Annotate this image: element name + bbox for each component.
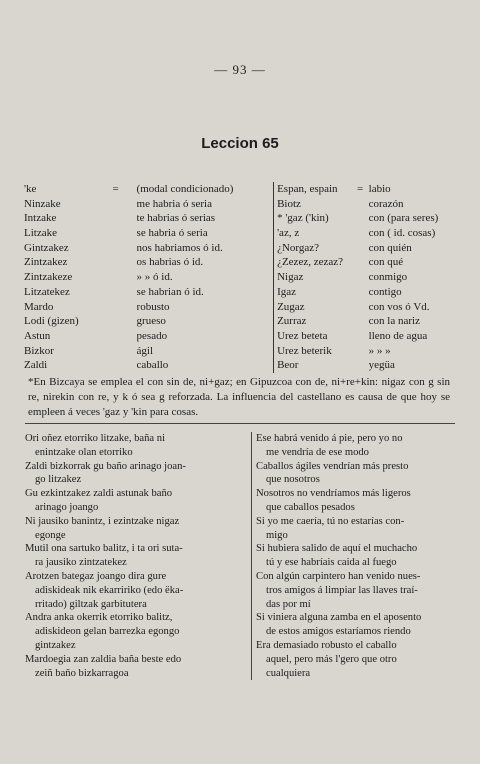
basque-term: Zurraz bbox=[273, 314, 351, 329]
example-line: Si viniera alguna zamba en el aposento bbox=[256, 612, 422, 624]
example-line: Nosotros no vendríamos más ligeros bbox=[256, 488, 411, 500]
basque-term: Beor bbox=[273, 358, 351, 373]
equals-sign bbox=[351, 344, 368, 359]
spanish-gloss: te habrias ó serias bbox=[136, 212, 216, 225]
equals-sign bbox=[351, 300, 368, 315]
basque-term: Bizkor bbox=[24, 344, 54, 357]
spanish-gloss: yegüa bbox=[368, 359, 395, 372]
equals-sign bbox=[95, 226, 137, 241]
basque-term: Zaldi bbox=[24, 359, 48, 372]
basque-term: * 'gaz ('kin) bbox=[273, 211, 351, 226]
example-line: Con algún carpintero han venido nues- bbox=[256, 570, 421, 582]
spanish-gloss: os habrias ó id. bbox=[136, 256, 204, 269]
example-line: arinago joango bbox=[35, 501, 99, 513]
equals-sign bbox=[351, 314, 368, 329]
basque-term: Mardo bbox=[24, 300, 54, 313]
example-line: rritado) giltzak garbitutera bbox=[35, 598, 147, 610]
example-line: Mardoegia zan zaldia baña beste edo bbox=[25, 653, 182, 665]
basque-term: Biotz bbox=[273, 197, 351, 212]
equals-sign: = bbox=[112, 183, 119, 195]
basque-term: Astun bbox=[24, 329, 51, 342]
basque-sentence bbox=[25, 515, 247, 543]
basque-sentence bbox=[25, 570, 247, 611]
lesson-title: Leccion 65 bbox=[201, 135, 279, 152]
equals-sign bbox=[351, 211, 368, 226]
example-line: de estos amigos estaríamos riendo bbox=[266, 626, 411, 638]
example-line: go litzakez bbox=[35, 474, 82, 486]
spanish-sentence bbox=[256, 487, 465, 515]
spanish-gloss: me habria ó seria bbox=[136, 197, 212, 210]
basque-term: Lodi (gizen) bbox=[24, 315, 79, 328]
equals-sign bbox=[95, 285, 137, 300]
basque-term: Zintzakeze bbox=[24, 271, 73, 284]
vocab-row bbox=[24, 329, 464, 344]
basque-sentence bbox=[25, 460, 247, 488]
vocab-row bbox=[24, 314, 464, 329]
spanish-sentence bbox=[256, 639, 465, 680]
vocab-row bbox=[24, 197, 464, 212]
basque-term: Espan, espain bbox=[273, 182, 351, 197]
example-line: Ese habrá venido á pie, pero yo no bbox=[256, 433, 403, 444]
spanish-gloss: » » » bbox=[368, 344, 391, 357]
vocab-row bbox=[24, 241, 464, 256]
example-line: Era demasiado robusto el caballo bbox=[256, 639, 397, 651]
page-number: — 93 — bbox=[214, 62, 266, 77]
example-line: migo bbox=[266, 529, 288, 541]
equals-sign bbox=[95, 300, 137, 315]
example-line: das por mí bbox=[266, 598, 311, 610]
spanish-gloss: grueso bbox=[136, 315, 166, 328]
basque-term: ¿Zezez, zezaz? bbox=[273, 255, 351, 270]
example-line: aquel, pero más l'gero que otro bbox=[266, 653, 397, 665]
example-line: Gu ezkintzakez zaldi astunak baño bbox=[25, 488, 173, 500]
example-line: Caballos ágiles vendrían más presto bbox=[256, 460, 409, 472]
example-line: Mutil ona sartuko balitz, i ta ori suta- bbox=[25, 543, 183, 555]
basque-term: Igaz bbox=[273, 285, 351, 300]
example-line: Arotzen bategaz joango dira gure bbox=[25, 570, 167, 582]
basque-term: Ninzake bbox=[24, 197, 61, 210]
vocab-row bbox=[24, 270, 464, 285]
basque-term: Zugaz bbox=[273, 300, 351, 315]
equals-sign bbox=[95, 329, 137, 344]
equals-sign bbox=[351, 285, 368, 300]
footnote: *En Bizcaya se emplea el con sin de, ni+gaz; en Gipuzcoa con de, ni+re+kin: nigaz con g sin re, nirekin con re, y k ó sea g reforzada. La influencia del castellano es causa de que hoy se empleen á veces 'gaz y 'kin para cosas. bbox=[28, 376, 450, 418]
basque-term: Litzatekez bbox=[24, 285, 70, 298]
basque-term: 'az, z bbox=[273, 226, 351, 241]
equals-sign bbox=[95, 358, 137, 373]
vocab-row bbox=[24, 344, 464, 359]
spanish-gloss: con vos ó Vd. bbox=[368, 300, 430, 313]
example-line: gintzakez bbox=[35, 639, 76, 651]
vocab-row bbox=[24, 255, 464, 270]
vocab-row bbox=[24, 226, 464, 241]
basque-term: ¿Norgaz? bbox=[273, 241, 351, 256]
equals-sign bbox=[351, 255, 368, 270]
example-line: cualquiera bbox=[266, 667, 311, 679]
spanish-gloss: lleno de agua bbox=[368, 329, 428, 342]
basque-term: 'ke bbox=[24, 183, 37, 195]
vocabulary-table bbox=[24, 182, 464, 373]
spanish-gloss: con (para seres) bbox=[368, 212, 439, 225]
basque-term: Urez beteta bbox=[273, 329, 351, 344]
divider bbox=[25, 423, 455, 424]
spanish-gloss: con ( id. cosas) bbox=[368, 227, 436, 240]
spanish-sentence bbox=[256, 611, 465, 639]
spanish-sentence bbox=[256, 515, 465, 543]
equals-sign bbox=[351, 197, 368, 212]
vocab-row bbox=[24, 211, 464, 226]
spanish-gloss: conmigo bbox=[368, 271, 408, 284]
basque-sentence bbox=[25, 611, 247, 652]
basque-sentence bbox=[25, 653, 247, 681]
equals-sign bbox=[351, 241, 368, 256]
vocab-row bbox=[24, 300, 464, 315]
example-line: adiskideon gelan barrezka egongo bbox=[35, 626, 180, 638]
basque-term: Litzake bbox=[24, 227, 57, 240]
example-line: Ni jausiko banintz, i ezintzake nigaz bbox=[25, 515, 180, 527]
example-line: Andra anka okerrik etorriko balitz, bbox=[25, 612, 173, 624]
basque-term: Zintzakez bbox=[24, 256, 68, 269]
equals-sign bbox=[95, 211, 137, 226]
spanish-gloss: » » ó id. bbox=[136, 271, 173, 284]
equals-sign bbox=[95, 314, 137, 329]
spanish-gloss: robusto bbox=[136, 300, 170, 313]
examples-basque bbox=[25, 432, 247, 680]
example-line: Si yo me caería, tú no estarías con- bbox=[256, 515, 405, 527]
example-line: Zaldi bizkorrak gu baño arinago joan- bbox=[25, 460, 186, 472]
basque-term: Intzake bbox=[24, 212, 57, 225]
example-line: me vendría de ese modo bbox=[266, 446, 369, 458]
spanish-gloss: pesado bbox=[136, 329, 168, 342]
equals-sign bbox=[351, 329, 368, 344]
example-line: que nosotros bbox=[266, 474, 320, 486]
equals-sign bbox=[95, 241, 137, 256]
basque-sentence bbox=[25, 487, 247, 515]
basque-term: Nigaz bbox=[273, 270, 351, 285]
equals-sign bbox=[351, 358, 368, 373]
spanish-sentence bbox=[256, 432, 465, 460]
spanish-gloss: caballo bbox=[136, 359, 169, 372]
basque-sentence bbox=[25, 432, 247, 460]
example-line: que caballos pesados bbox=[266, 501, 355, 513]
equals-sign bbox=[95, 344, 137, 359]
vocab-row bbox=[24, 182, 464, 197]
equals-sign bbox=[95, 197, 137, 212]
example-line: ra jausiko zintzatekez bbox=[35, 557, 127, 569]
vocab-row bbox=[24, 358, 464, 373]
equals-sign bbox=[95, 255, 137, 270]
spanish-gloss: nos habriamos ó id. bbox=[136, 241, 223, 254]
spanish-gloss: con la nariz bbox=[368, 315, 420, 328]
spanish-gloss: ágil bbox=[136, 344, 154, 357]
example-line: zeiñ baño bizkarragoa bbox=[35, 667, 129, 679]
spanish-gloss: corazón bbox=[368, 197, 404, 210]
spanish-sentence bbox=[256, 542, 465, 570]
spanish-gloss: contigo bbox=[368, 285, 402, 298]
spanish-gloss: (modal condicionado) bbox=[136, 183, 234, 195]
examples-spanish bbox=[251, 432, 465, 680]
spanish-gloss: se habria ó seria bbox=[136, 227, 208, 240]
spanish-gloss: con quién bbox=[368, 241, 412, 254]
equals-sign: = bbox=[356, 183, 364, 195]
spanish-gloss: se habrian ó id. bbox=[136, 285, 204, 298]
example-line: egonge bbox=[35, 529, 66, 541]
spanish-gloss: con qué bbox=[368, 256, 404, 269]
example-line: Ori oñez etorriko litzake, baña ni bbox=[25, 433, 166, 444]
equals-sign bbox=[351, 226, 368, 241]
example-line: tú y ese habríais caida al fuego bbox=[266, 557, 397, 569]
example-line: Si hubiera salido de aquí el muchacho bbox=[256, 543, 418, 555]
example-line: adiskideak nik ekarririko (edo ëka- bbox=[35, 584, 184, 596]
spanish-sentence bbox=[256, 570, 465, 611]
equals-sign bbox=[351, 270, 368, 285]
vocab-row bbox=[24, 285, 464, 300]
basque-sentence bbox=[25, 542, 247, 570]
example-line: tros amigos á limpiar las llaves traí- bbox=[266, 584, 418, 596]
example-line: enintzake olan etorriko bbox=[35, 446, 133, 458]
equals-sign bbox=[95, 270, 137, 285]
basque-term: Gintzakez bbox=[24, 241, 69, 254]
spanish-sentence bbox=[256, 460, 465, 488]
basque-term: Urez beterik bbox=[273, 344, 351, 359]
spanish-gloss: labio bbox=[368, 183, 391, 195]
